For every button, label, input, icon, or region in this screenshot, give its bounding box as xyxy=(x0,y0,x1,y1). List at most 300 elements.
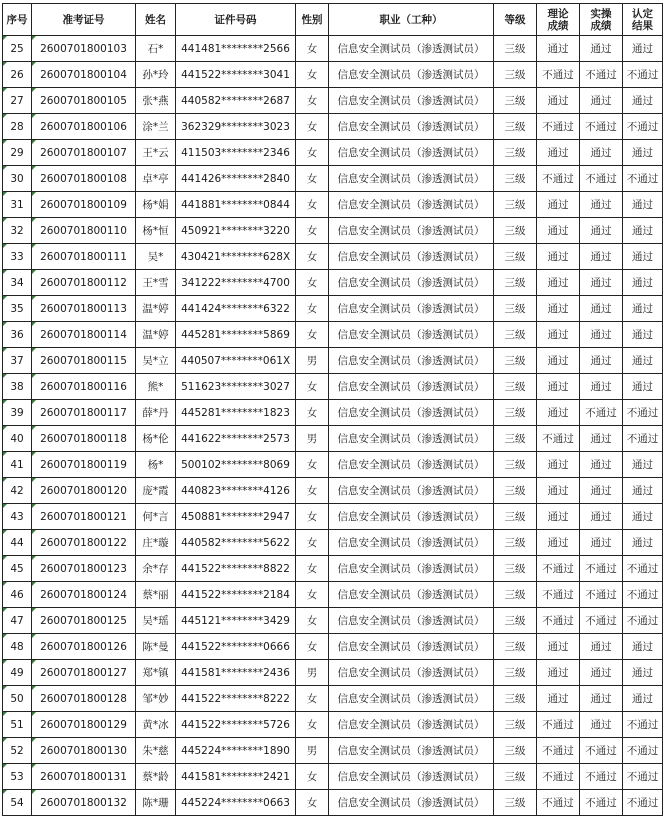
cell-level: 三级 xyxy=(494,686,537,712)
cell-result: 不通过 xyxy=(623,114,663,140)
cell-id-no: 441581********2421 xyxy=(176,764,296,790)
cell-gender: 女 xyxy=(296,608,329,634)
cell-practice: 通过 xyxy=(580,244,623,270)
cell-theory: 通过 xyxy=(537,192,580,218)
cell-name: 陈*曼 xyxy=(136,634,176,660)
cell-job: 信息安全测试员（渗透测试员） xyxy=(329,452,494,478)
cell-theory: 不通过 xyxy=(537,764,580,790)
cell-gender: 女 xyxy=(296,244,329,270)
cell-id-no: 441522********2184 xyxy=(176,582,296,608)
cell-id-no: 441622********2573 xyxy=(176,426,296,452)
cell-seq: 48 xyxy=(3,634,32,660)
cell-result: 不通过 xyxy=(623,712,663,738)
cell-name: 张*燕 xyxy=(136,88,176,114)
cell-exam-no: 2600701800114 xyxy=(32,322,136,348)
cell-job: 信息安全测试员（渗透测试员） xyxy=(329,426,494,452)
cell-result: 通过 xyxy=(623,244,663,270)
cell-id-no: 450921********3220 xyxy=(176,218,296,244)
cell-exam-no: 2600701800117 xyxy=(32,400,136,426)
cell-result: 通过 xyxy=(623,634,663,660)
cell-gender: 女 xyxy=(296,452,329,478)
cell-id-no: 441522********0666 xyxy=(176,634,296,660)
cell-seq: 49 xyxy=(3,660,32,686)
cell-theory: 通过 xyxy=(537,660,580,686)
cell-name: 王*雪 xyxy=(136,270,176,296)
cell-name: 蔡*龄 xyxy=(136,764,176,790)
cell-seq: 30 xyxy=(3,166,32,192)
cell-job: 信息安全测试员（渗透测试员） xyxy=(329,738,494,764)
cell-result: 不通过 xyxy=(623,764,663,790)
cell-job: 信息安全测试员（渗透测试员） xyxy=(329,140,494,166)
cell-job: 信息安全测试员（渗透测试员） xyxy=(329,478,494,504)
cell-practice: 通过 xyxy=(580,374,623,400)
cell-gender: 男 xyxy=(296,738,329,764)
table-row xyxy=(3,218,663,244)
cell-level: 三级 xyxy=(494,348,537,374)
cell-seq: 44 xyxy=(3,530,32,556)
cell-id-no: 440823********4126 xyxy=(176,478,296,504)
cell-gender: 女 xyxy=(296,218,329,244)
cell-exam-no: 2600701800111 xyxy=(32,244,136,270)
cell-theory: 通过 xyxy=(537,686,580,712)
table-row xyxy=(3,400,663,426)
table-row xyxy=(3,322,663,348)
cell-job: 信息安全测试员（渗透测试员） xyxy=(329,270,494,296)
cell-practice: 不通过 xyxy=(580,790,623,816)
cell-name: 杨* xyxy=(136,452,176,478)
cell-practice: 不通过 xyxy=(580,62,623,88)
cell-id-no: 441522********8222 xyxy=(176,686,296,712)
cell-result: 通过 xyxy=(623,504,663,530)
cell-level: 三级 xyxy=(494,88,537,114)
table-body xyxy=(3,36,663,816)
cell-gender: 女 xyxy=(296,764,329,790)
cell-practice: 通过 xyxy=(580,218,623,244)
cell-practice: 通过 xyxy=(580,686,623,712)
cell-result: 通过 xyxy=(623,140,663,166)
cell-theory: 通过 xyxy=(537,634,580,660)
cell-exam-no: 2600701800104 xyxy=(32,62,136,88)
header-job: 职业（工种） xyxy=(329,4,494,36)
table-row xyxy=(3,62,663,88)
cell-name: 王*云 xyxy=(136,140,176,166)
cell-level: 三级 xyxy=(494,62,537,88)
cell-practice: 不通过 xyxy=(580,582,623,608)
cell-practice: 通过 xyxy=(580,348,623,374)
cell-level: 三级 xyxy=(494,556,537,582)
cell-id-no: 441581********2436 xyxy=(176,660,296,686)
cell-gender: 男 xyxy=(296,660,329,686)
cell-practice: 通过 xyxy=(580,478,623,504)
cell-exam-no: 2600701800129 xyxy=(32,712,136,738)
cell-job: 信息安全测试员（渗透测试员） xyxy=(329,192,494,218)
cell-level: 三级 xyxy=(494,582,537,608)
cell-level: 三级 xyxy=(494,140,537,166)
cell-result: 通过 xyxy=(623,530,663,556)
cell-gender: 女 xyxy=(296,296,329,322)
cell-theory: 通过 xyxy=(537,374,580,400)
cell-name: 庞*霞 xyxy=(136,478,176,504)
cell-exam-no: 2600701800113 xyxy=(32,296,136,322)
cell-theory: 通过 xyxy=(537,530,580,556)
table-row xyxy=(3,530,663,556)
cell-result: 通过 xyxy=(623,660,663,686)
cell-id-no: 440582********5622 xyxy=(176,530,296,556)
table-row xyxy=(3,582,663,608)
cell-name: 朱*慈 xyxy=(136,738,176,764)
cell-id-no: 445281********1823 xyxy=(176,400,296,426)
cell-practice: 通过 xyxy=(580,192,623,218)
cell-exam-no: 2600701800127 xyxy=(32,660,136,686)
cell-level: 三级 xyxy=(494,374,537,400)
cell-result: 通过 xyxy=(623,374,663,400)
cell-level: 三级 xyxy=(494,218,537,244)
header-row xyxy=(3,4,663,36)
table-row xyxy=(3,608,663,634)
cell-result: 通过 xyxy=(623,452,663,478)
cell-practice: 通过 xyxy=(580,296,623,322)
cell-id-no: 500102********8069 xyxy=(176,452,296,478)
cell-seq: 50 xyxy=(3,686,32,712)
table-row xyxy=(3,452,663,478)
cell-job: 信息安全测试员（渗透测试员） xyxy=(329,62,494,88)
cell-practice: 通过 xyxy=(580,530,623,556)
cell-gender: 女 xyxy=(296,504,329,530)
table-row xyxy=(3,36,663,62)
cell-name: 温*婷 xyxy=(136,322,176,348)
cell-gender: 男 xyxy=(296,426,329,452)
cell-gender: 女 xyxy=(296,140,329,166)
cell-exam-no: 2600701800109 xyxy=(32,192,136,218)
cell-practice: 通过 xyxy=(580,88,623,114)
cell-name: 石* xyxy=(136,36,176,62)
cell-result: 不通过 xyxy=(623,62,663,88)
cell-theory: 不通过 xyxy=(537,556,580,582)
table-row xyxy=(3,296,663,322)
results-table xyxy=(2,3,663,816)
cell-theory: 不通过 xyxy=(537,608,580,634)
cell-exam-no: 2600701800115 xyxy=(32,348,136,374)
table-row xyxy=(3,426,663,452)
cell-seq: 45 xyxy=(3,556,32,582)
cell-level: 三级 xyxy=(494,530,537,556)
cell-level: 三级 xyxy=(494,400,537,426)
table-row xyxy=(3,114,663,140)
cell-level: 三级 xyxy=(494,296,537,322)
cell-exam-no: 2600701800103 xyxy=(32,36,136,62)
cell-practice: 不通过 xyxy=(580,764,623,790)
cell-level: 三级 xyxy=(494,478,537,504)
cell-exam-no: 2600701800123 xyxy=(32,556,136,582)
cell-seq: 52 xyxy=(3,738,32,764)
cell-level: 三级 xyxy=(494,192,537,218)
cell-gender: 女 xyxy=(296,374,329,400)
cell-gender: 女 xyxy=(296,166,329,192)
cell-practice: 不通过 xyxy=(580,556,623,582)
cell-job: 信息安全测试员（渗透测试员） xyxy=(329,348,494,374)
table-row xyxy=(3,504,663,530)
cell-result: 不通过 xyxy=(623,738,663,764)
cell-level: 三级 xyxy=(494,36,537,62)
cell-seq: 37 xyxy=(3,348,32,374)
cell-exam-no: 2600701800122 xyxy=(32,530,136,556)
cell-seq: 27 xyxy=(3,88,32,114)
cell-name: 陈*珊 xyxy=(136,790,176,816)
cell-result: 通过 xyxy=(623,192,663,218)
cell-level: 三级 xyxy=(494,712,537,738)
cell-id-no: 441424********6322 xyxy=(176,296,296,322)
cell-gender: 女 xyxy=(296,400,329,426)
cell-seq: 25 xyxy=(3,36,32,62)
cell-result: 通过 xyxy=(623,322,663,348)
cell-gender: 女 xyxy=(296,556,329,582)
table-row xyxy=(3,140,663,166)
cell-job: 信息安全测试员（渗透测试员） xyxy=(329,36,494,62)
cell-theory: 通过 xyxy=(537,140,580,166)
cell-theory: 通过 xyxy=(537,322,580,348)
cell-seq: 46 xyxy=(3,582,32,608)
cell-result: 通过 xyxy=(623,478,663,504)
cell-theory: 不通过 xyxy=(537,738,580,764)
cell-name: 蔡*丽 xyxy=(136,582,176,608)
cell-theory: 通过 xyxy=(537,296,580,322)
cell-seq: 41 xyxy=(3,452,32,478)
cell-level: 三级 xyxy=(494,504,537,530)
cell-name: 吴*立 xyxy=(136,348,176,374)
cell-job: 信息安全测试员（渗透测试员） xyxy=(329,790,494,816)
cell-theory: 通过 xyxy=(537,88,580,114)
cell-id-no: 441426********2840 xyxy=(176,166,296,192)
cell-theory: 通过 xyxy=(537,504,580,530)
cell-name: 熊* xyxy=(136,374,176,400)
cell-name: 郑*镇 xyxy=(136,660,176,686)
cell-job: 信息安全测试员（渗透测试员） xyxy=(329,660,494,686)
cell-gender: 女 xyxy=(296,192,329,218)
cell-job: 信息安全测试员（渗透测试员） xyxy=(329,88,494,114)
cell-result: 不通过 xyxy=(623,608,663,634)
cell-job: 信息安全测试员（渗透测试员） xyxy=(329,296,494,322)
cell-level: 三级 xyxy=(494,426,537,452)
cell-theory: 不通过 xyxy=(537,166,580,192)
cell-result: 通过 xyxy=(623,270,663,296)
cell-theory: 通过 xyxy=(537,478,580,504)
cell-seq: 29 xyxy=(3,140,32,166)
cell-id-no: 441881********0844 xyxy=(176,192,296,218)
cell-result: 不通过 xyxy=(623,166,663,192)
cell-level: 三级 xyxy=(494,764,537,790)
cell-practice: 通过 xyxy=(580,140,623,166)
header-theory: 理论 成绩 xyxy=(537,4,580,36)
table-row xyxy=(3,738,663,764)
cell-seq: 54 xyxy=(3,790,32,816)
cell-id-no: 441481********2566 xyxy=(176,36,296,62)
cell-exam-no: 2600701800107 xyxy=(32,140,136,166)
cell-level: 三级 xyxy=(494,634,537,660)
cell-seq: 33 xyxy=(3,244,32,270)
cell-gender: 女 xyxy=(296,114,329,140)
cell-exam-no: 2600701800121 xyxy=(32,504,136,530)
cell-id-no: 440507********061X xyxy=(176,348,296,374)
cell-seq: 39 xyxy=(3,400,32,426)
cell-id-no: 511623********3027 xyxy=(176,374,296,400)
cell-job: 信息安全测试员（渗透测试员） xyxy=(329,504,494,530)
cell-gender: 男 xyxy=(296,348,329,374)
cell-name: 杨*娟 xyxy=(136,192,176,218)
cell-seq: 35 xyxy=(3,296,32,322)
cell-seq: 31 xyxy=(3,192,32,218)
cell-id-no: 445224********0663 xyxy=(176,790,296,816)
table-row xyxy=(3,790,663,816)
cell-seq: 40 xyxy=(3,426,32,452)
cell-exam-no: 2600701800108 xyxy=(32,166,136,192)
cell-gender: 女 xyxy=(296,478,329,504)
table-row xyxy=(3,634,663,660)
cell-result: 不通过 xyxy=(623,582,663,608)
cell-job: 信息安全测试员（渗透测试员） xyxy=(329,374,494,400)
cell-level: 三级 xyxy=(494,166,537,192)
cell-practice: 不通过 xyxy=(580,114,623,140)
cell-result: 通过 xyxy=(623,348,663,374)
cell-result: 通过 xyxy=(623,88,663,114)
cell-id-no: 450881********2947 xyxy=(176,504,296,530)
header-result: 认定 结果 xyxy=(623,4,663,36)
cell-exam-no: 2600701800105 xyxy=(32,88,136,114)
cell-theory: 不通过 xyxy=(537,426,580,452)
cell-job: 信息安全测试员（渗透测试员） xyxy=(329,764,494,790)
cell-practice: 不通过 xyxy=(580,166,623,192)
cell-id-no: 441522********5726 xyxy=(176,712,296,738)
cell-job: 信息安全测试员（渗透测试员） xyxy=(329,244,494,270)
cell-result: 不通过 xyxy=(623,400,663,426)
table-row xyxy=(3,712,663,738)
cell-id-no: 411503********2346 xyxy=(176,140,296,166)
cell-name: 温*婷 xyxy=(136,296,176,322)
cell-gender: 女 xyxy=(296,36,329,62)
cell-practice: 不通过 xyxy=(580,608,623,634)
cell-job: 信息安全测试员（渗透测试员） xyxy=(329,218,494,244)
cell-seq: 32 xyxy=(3,218,32,244)
cell-exam-no: 2600701800119 xyxy=(32,452,136,478)
cell-id-no: 441522********8822 xyxy=(176,556,296,582)
cell-id-no: 445224********1890 xyxy=(176,738,296,764)
cell-exam-no: 2600701800125 xyxy=(32,608,136,634)
cell-practice: 通过 xyxy=(580,660,623,686)
cell-theory: 通过 xyxy=(537,36,580,62)
cell-name: 孙*玲 xyxy=(136,62,176,88)
cell-practice: 不通过 xyxy=(580,738,623,764)
cell-seq: 42 xyxy=(3,478,32,504)
cell-theory: 不通过 xyxy=(537,712,580,738)
cell-name: 吴* xyxy=(136,244,176,270)
cell-job: 信息安全测试员（渗透测试员） xyxy=(329,400,494,426)
cell-result: 通过 xyxy=(623,296,663,322)
cell-id-no: 430421********628X xyxy=(176,244,296,270)
cell-gender: 女 xyxy=(296,62,329,88)
cell-practice: 通过 xyxy=(580,426,623,452)
cell-name: 薛*丹 xyxy=(136,400,176,426)
cell-result: 通过 xyxy=(623,218,663,244)
header-name: 姓名 xyxy=(136,4,176,36)
table-row xyxy=(3,270,663,296)
cell-level: 三级 xyxy=(494,660,537,686)
cell-exam-no: 2600701800131 xyxy=(32,764,136,790)
cell-job: 信息安全测试员（渗透测试员） xyxy=(329,608,494,634)
table-row xyxy=(3,244,663,270)
cell-name: 何*言 xyxy=(136,504,176,530)
cell-gender: 女 xyxy=(296,88,329,114)
cell-level: 三级 xyxy=(494,608,537,634)
cell-exam-no: 2600701800124 xyxy=(32,582,136,608)
cell-exam-no: 2600701800106 xyxy=(32,114,136,140)
cell-gender: 女 xyxy=(296,582,329,608)
cell-result: 不通过 xyxy=(623,556,663,582)
cell-gender: 女 xyxy=(296,712,329,738)
table-row xyxy=(3,764,663,790)
cell-level: 三级 xyxy=(494,452,537,478)
cell-theory: 通过 xyxy=(537,400,580,426)
table-row xyxy=(3,166,663,192)
cell-practice: 通过 xyxy=(580,36,623,62)
cell-id-no: 441522********3041 xyxy=(176,62,296,88)
table-row xyxy=(3,88,663,114)
cell-job: 信息安全测试员（渗透测试员） xyxy=(329,556,494,582)
cell-level: 三级 xyxy=(494,114,537,140)
cell-level: 三级 xyxy=(494,738,537,764)
cell-id-no: 445281********5869 xyxy=(176,322,296,348)
cell-theory: 通过 xyxy=(537,452,580,478)
cell-practice: 通过 xyxy=(580,634,623,660)
cell-theory: 通过 xyxy=(537,270,580,296)
cell-result: 通过 xyxy=(623,36,663,62)
cell-seq: 53 xyxy=(3,764,32,790)
cell-job: 信息安全测试员（渗透测试员） xyxy=(329,686,494,712)
cell-exam-no: 2600701800118 xyxy=(32,426,136,452)
cell-exam-no: 2600701800116 xyxy=(32,374,136,400)
cell-gender: 女 xyxy=(296,270,329,296)
cell-name: 卓*亭 xyxy=(136,166,176,192)
cell-seq: 38 xyxy=(3,374,32,400)
cell-theory: 通过 xyxy=(537,244,580,270)
cell-name: 杨*恒 xyxy=(136,218,176,244)
table-row xyxy=(3,660,663,686)
cell-seq: 51 xyxy=(3,712,32,738)
cell-level: 三级 xyxy=(494,322,537,348)
cell-seq: 26 xyxy=(3,62,32,88)
cell-result: 不通过 xyxy=(623,426,663,452)
cell-exam-no: 2600701800132 xyxy=(32,790,136,816)
cell-name: 吴*瑶 xyxy=(136,608,176,634)
cell-id-no: 440582********2687 xyxy=(176,88,296,114)
header-practice: 实操 成绩 xyxy=(580,4,623,36)
cell-practice: 通过 xyxy=(580,322,623,348)
cell-exam-no: 2600701800126 xyxy=(32,634,136,660)
cell-seq: 43 xyxy=(3,504,32,530)
header-level: 等级 xyxy=(494,4,537,36)
cell-theory: 不通过 xyxy=(537,62,580,88)
table-row xyxy=(3,348,663,374)
cell-theory: 不通过 xyxy=(537,114,580,140)
cell-practice: 不通过 xyxy=(580,400,623,426)
cell-job: 信息安全测试员（渗透测试员） xyxy=(329,582,494,608)
cell-name: 余*存 xyxy=(136,556,176,582)
cell-name: 庄*璇 xyxy=(136,530,176,556)
cell-seq: 34 xyxy=(3,270,32,296)
cell-id-no: 445121********3429 xyxy=(176,608,296,634)
cell-exam-no: 2600701800110 xyxy=(32,218,136,244)
cell-level: 三级 xyxy=(494,244,537,270)
header-gender: 性别 xyxy=(296,4,329,36)
header-exam-no: 准考证号 xyxy=(32,4,136,36)
